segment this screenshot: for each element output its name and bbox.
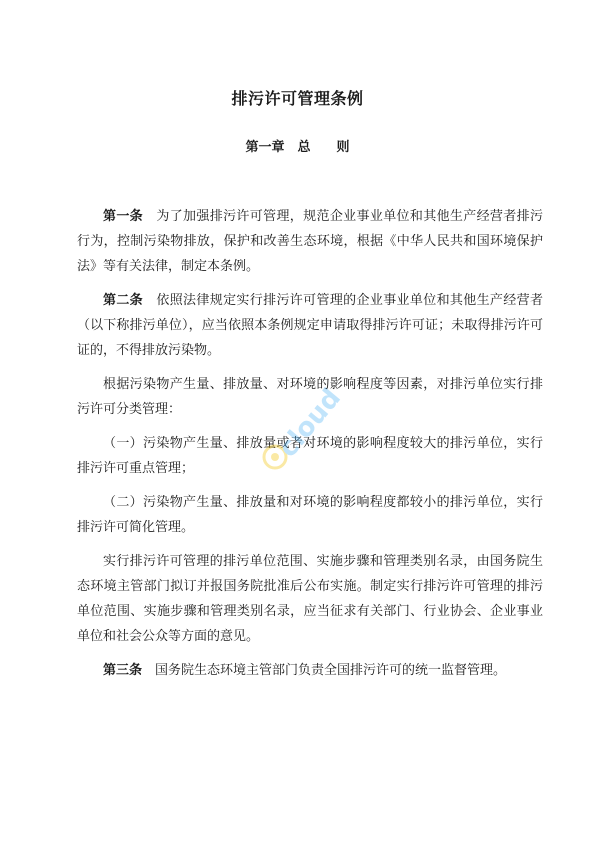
article-paragraph: [77, 204, 543, 279]
article-paragraph: [77, 288, 543, 363]
svg-text:cloud: cloud: [272, 385, 345, 464]
paragraph-text: 为了加强排污许可管理，规范企业事业单位和其他生产经营者排污行为，控制污染物排放，保护和改善生态环境，根据《中华人民共和国环境保护法》等有关法律，制定本条例。: [77, 209, 543, 274]
article-number: 第三条: [103, 663, 143, 678]
cloud-watermark-icon: [255, 385, 345, 475]
article-number: 第二条: [103, 293, 144, 308]
paragraph-text: 实行排污许可管理的排污单位范围、实施步骤和管理类别名录，由国务院生态环境主管部门拟订并报国务院批准后公布实施。制定实行排污许可管理的排污单位范围、实施步骤和管理类别名录，应当征求有关部门、行业协会、企业事业单位和社会公众等方面的意见。: [77, 554, 543, 644]
paragraph-text: 根据污染物产生量、排放量、对环境的影响程度等因素，对排污单位实行排污许可分类管理：: [77, 377, 543, 417]
list-item-paragraph: [77, 490, 543, 540]
paragraph: [77, 549, 543, 649]
article-number: 第一条: [103, 209, 144, 224]
paragraph-text: （二）污染物产生量、排放量和对环境的影响程度都较小的排污单位，实行排污许可简化管理。: [77, 495, 543, 535]
article-paragraph: [77, 658, 543, 683]
paragraph-text: 依照法律规定实行排污许可管理的企业事业单位和其他生产经营者（以下称排污单位），应当依照本条例规定申请取得排污许可证；未取得排污许可证的，不得排放污染物。: [77, 293, 543, 358]
chapter-heading: 第一章 总 则: [245, 140, 350, 155]
paragraph-text: 国务院生态环境主管部门负责全国排污许可的统一监督管理。: [155, 663, 507, 678]
document-title: 排污许可管理条例: [231, 89, 364, 108]
paragraph-text: （一）污染物产生量、排放量或者对环境的影响程度较大的排污单位，实行排污许可重点管理；: [77, 436, 543, 476]
